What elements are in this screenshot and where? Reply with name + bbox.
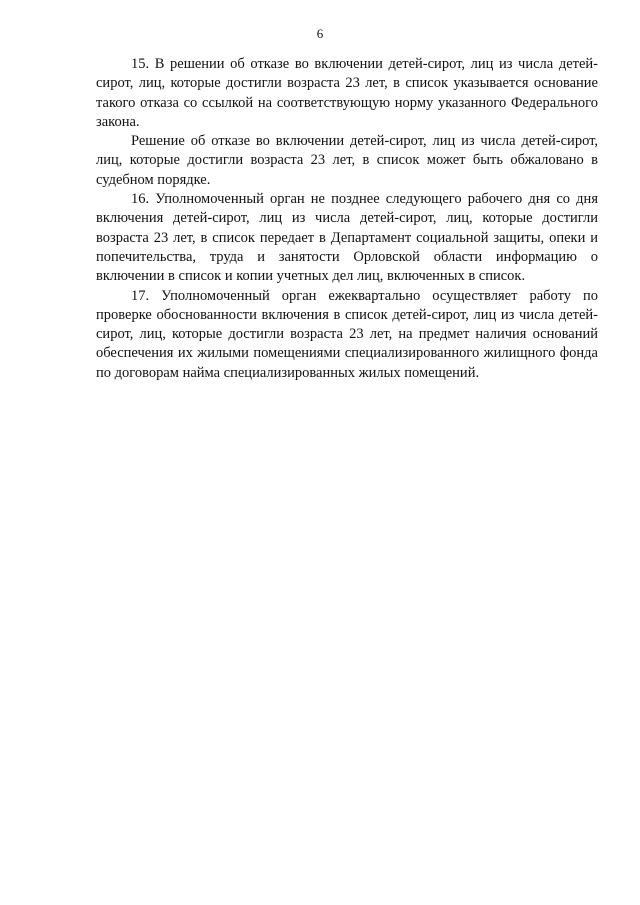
paragraph-15: 15. В решении об отказе во включении детей-сирот, лиц из числа детей-сирот, лиц, которые достигли возраста 23 лет, в список указывается основание такого отказа со ссылкой на соответствующую норму указанного Федерального закона. — [96, 56, 598, 130]
page-number: 6 — [316, 26, 324, 41]
paragraph-appeal: Решение об отказе во включении детей-сирот, лиц из числа детей-сирот, лиц, которые достигли возраста 23 лет, в список может быть обжаловано в судебном порядке. — [96, 133, 598, 188]
paragraph-17: 17. Уполномоченный орган ежеквартально осуществляет работу по проверке обоснованности включения в список детей-сирот, лиц из числа детей-сирот, лиц, которые достигли возраста 23 лет, на предмет наличия оснований обеспечения их жилыми помещениями специализированного жилищного фонда по договорам найма специализированных жилых помещений. — [96, 287, 598, 381]
document-body — [96, 55, 598, 383]
paragraph-16: 16. Уполномоченный орган не позднее следующего рабочего дня со дня включения детей-сирот, лиц из числа детей-сирот, лиц, которые достигли возраста 23 лет, в список передает в Департамент социальной защиты, опеки и попечительства, труда и занятости Орловской области информацию о включении в список и копии учетных дел лиц, включенных в список. — [96, 191, 598, 285]
